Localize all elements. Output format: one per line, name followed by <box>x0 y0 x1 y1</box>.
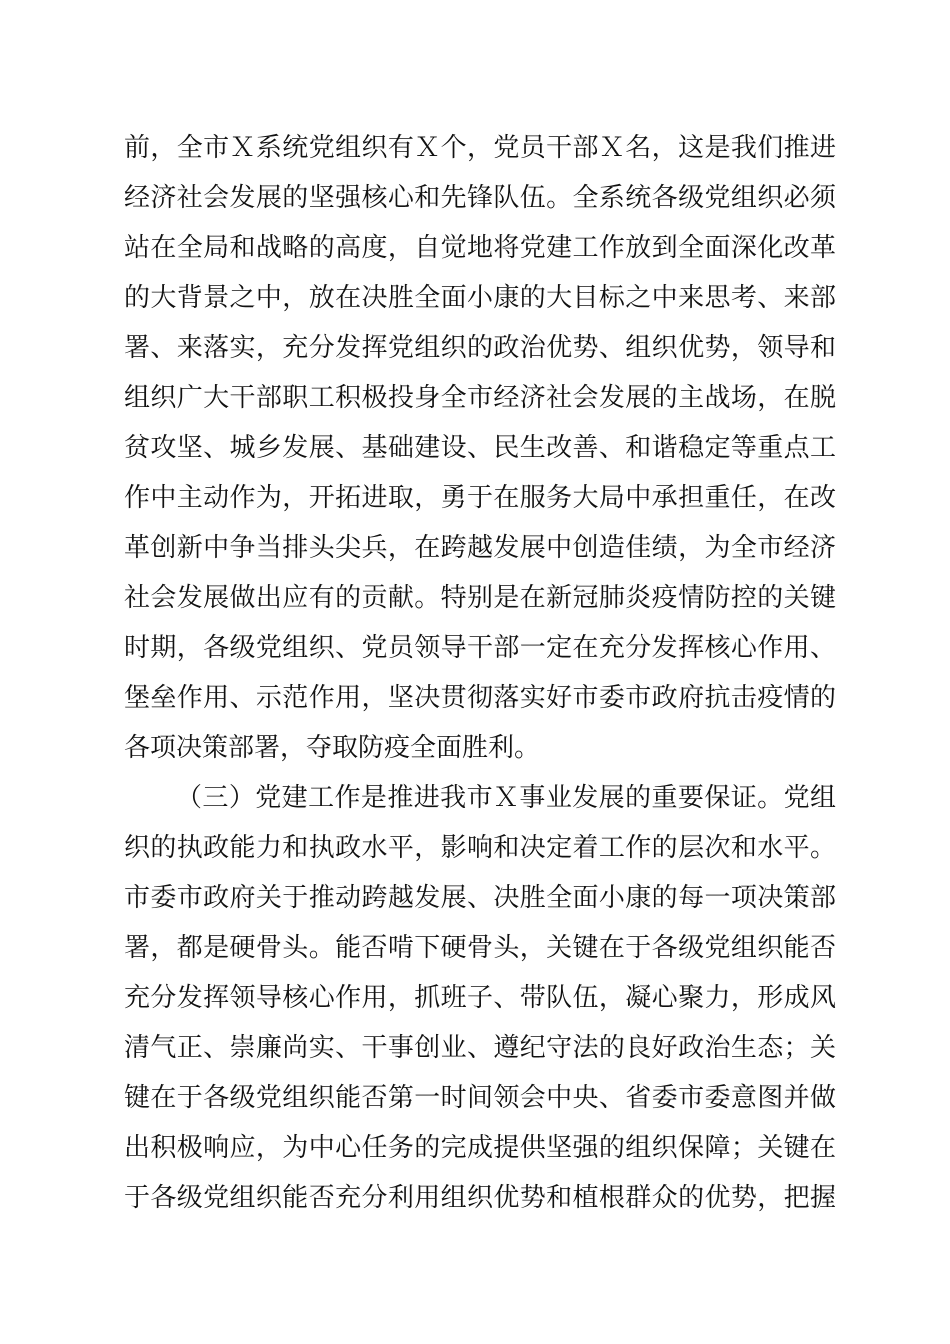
text-line: 作中主动作为，开拓进取，勇于在服务大局中承担重任，在改 <box>124 483 836 513</box>
text-line: 织的执政能力和执政水平，影响和决定着工作的层次和水平。 <box>124 833 836 863</box>
text-line: 市委市政府关于推动跨越发展、决胜全面小康的每一项决策部 <box>124 883 836 913</box>
text-line: 署、来落实，充分发挥党组织的政治优势、组织优势，领导和 <box>124 333 836 363</box>
text-line: 各项决策部署，夺取防疫全面胜利。 <box>124 733 541 763</box>
text-line: 贫攻坚、城乡发展、基础建设、民生改善、和谐稳定等重点工 <box>124 433 836 463</box>
text-line: 站在全局和战略的高度，自觉地将党建工作放到全面深化改革 <box>124 233 836 263</box>
text-line: 键在于各级党组织能否第一时间领会中央、省委市委意图并做 <box>124 1083 836 1113</box>
text-line: 社会发展做出应有的贡献。特别是在新冠肺炎疫情防控的关键 <box>124 583 836 613</box>
text-line: 前，全市Ｘ系统党组织有Ｘ个，党员干部Ｘ名，这是我们推进 <box>124 133 836 163</box>
text-line: 充分发挥领导核心作用，抓班子、带队伍，凝心聚力，形成风 <box>124 983 836 1013</box>
text-line: 于各级党组织能否充分利用组织优势和植根群众的优势，把握 <box>124 1183 836 1213</box>
text-line: 署，都是硬骨头。能否啃下硬骨头，关键在于各级党组织能否 <box>124 933 836 963</box>
text-line: 革创新中争当排头尖兵，在跨越发展中创造佳绩，为全市经济 <box>124 533 836 563</box>
text-line: 组织广大干部职工积极投身全市经济社会发展的主战场，在脱 <box>124 383 836 413</box>
text-line: 的大背景之中，放在决胜全面小康的大目标之中来思考、来部 <box>124 283 836 313</box>
text-line: 出积极响应，为中心任务的完成提供坚强的组织保障；关键在 <box>124 1133 836 1163</box>
text-line: 时期，各级党组织、党员领导干部一定在充分发挥核心作用、 <box>124 633 836 663</box>
text-line: 清气正、崇廉尚实、干事创业、遵纪守法的良好政治生态；关 <box>124 1033 836 1063</box>
text-line: 堡垒作用、示范作用，坚决贯彻落实好市委市政府抗击疫情的 <box>124 683 836 713</box>
section-heading-line: （三）党建工作是推进我市Ｘ事业发展的重要保证。党组 <box>176 783 836 813</box>
text-line: 经济社会发展的坚强核心和先锋队伍。全系统各级党组织必须 <box>124 183 836 213</box>
